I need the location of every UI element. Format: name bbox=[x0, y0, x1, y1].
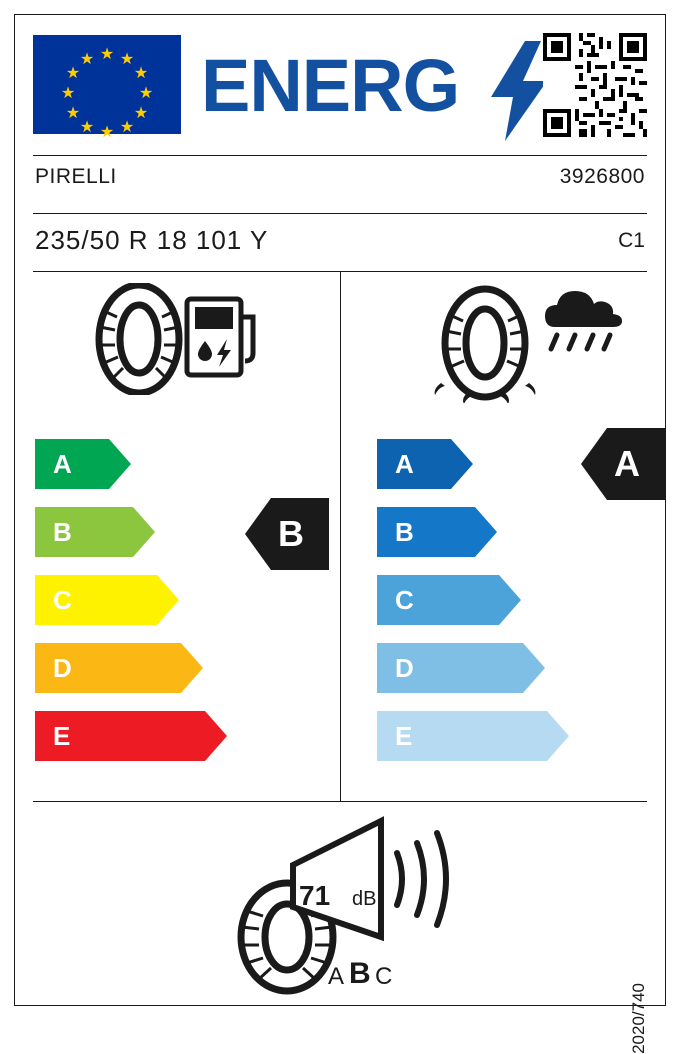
wet-grade-d-letter: D bbox=[395, 653, 414, 683]
tyre-energy-label bbox=[14, 14, 666, 1054]
eu-flag-icon: ★ ★ ★ ★ ★ ★ ★ ★ ★ ★ ★ ★ bbox=[33, 35, 181, 134]
fuel-grade-b-letter: B bbox=[53, 517, 72, 547]
product-code: 3926800 bbox=[559, 165, 645, 188]
wet-rating-badge bbox=[581, 428, 665, 500]
divider-vertical bbox=[340, 271, 341, 801]
divider-noise bbox=[33, 801, 647, 802]
fuel-rating-letter: B bbox=[278, 513, 304, 554]
lightning-bolt-icon bbox=[491, 41, 547, 141]
fuel-grade-a-letter: A bbox=[53, 449, 72, 479]
noise-class-a: A bbox=[328, 963, 345, 990]
fuel-grade-c-letter: C bbox=[53, 585, 72, 615]
divider-brand bbox=[33, 213, 647, 214]
fuel-grade-e-letter: E bbox=[53, 721, 71, 751]
noise-class-current: B bbox=[349, 957, 371, 990]
divider-header bbox=[33, 155, 647, 156]
fuel-grade-d-letter: D bbox=[53, 653, 72, 683]
wet-grade-a-letter: A bbox=[395, 449, 414, 479]
qr-code-icon bbox=[543, 33, 647, 137]
wet-grip-icon bbox=[427, 283, 627, 403]
noise-class-c: C bbox=[375, 963, 393, 990]
brand-name: PIRELLI bbox=[35, 165, 117, 188]
wet-grade-b-letter: B bbox=[395, 517, 414, 547]
noise-unit: dB bbox=[352, 888, 377, 910]
fuel-rating-badge bbox=[245, 498, 329, 570]
registration-date: 2020/740 bbox=[629, 983, 648, 1054]
label-header bbox=[15, 15, 665, 143]
noise-value: 71 bbox=[299, 880, 331, 911]
wet-grade-c-letter: C bbox=[395, 585, 414, 615]
tyre-class: C1 bbox=[618, 229, 645, 252]
fuel-efficiency-icon bbox=[87, 283, 267, 395]
tyre-size: 235/50 R 18 101 Y bbox=[35, 225, 269, 255]
page-title: ENERG bbox=[201, 44, 460, 127]
wet-grade-e-letter: E bbox=[395, 721, 413, 751]
wet-rating-letter: A bbox=[614, 443, 640, 484]
